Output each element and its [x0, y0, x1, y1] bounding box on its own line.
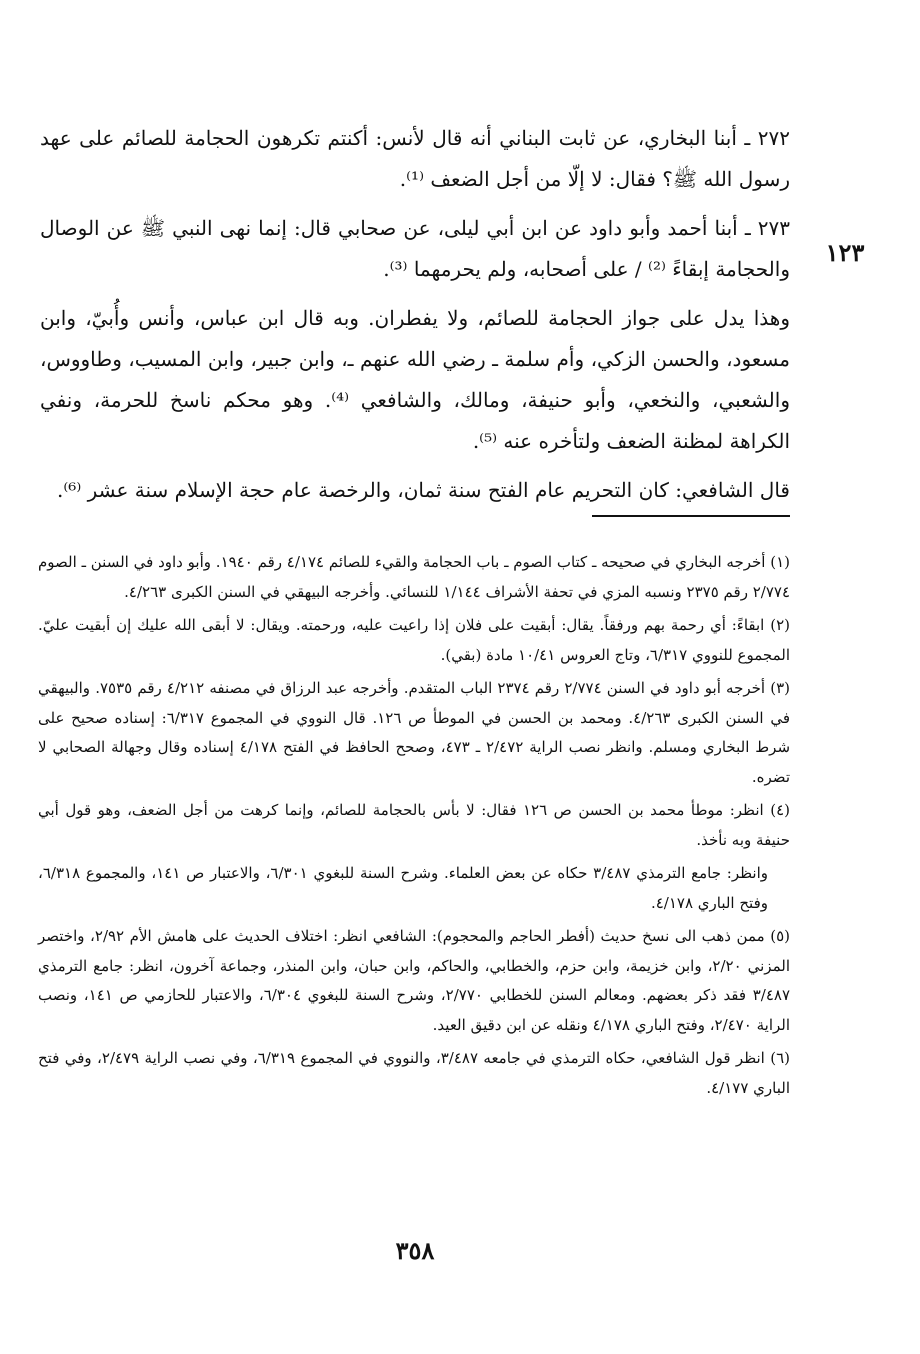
footnote-5: (٥) ممن ذهب الى نسخ حديث (أفطر الحاجم والمحجوم): الشافعي انظر: اختلاف الحديث على هامش الأم ٢/٩٢، واختصر المزني ٢/٢٠، وابن خزيمة، وابن حزم، والخطابي، والحاكم، وابن حبان، وابن المنذر، وجماعة آخرون، انظر: جامع الترمذي ٣/٤٨٧ فقد ذكر بعضهم. ومعالم السنن للخطابي ٢/٧٧٠، وشرح السنة للبغوي ٦/٣٠٤، والاعتبار للحازمي ص ١٤١، ونصب الراية ٢/٤٧٠، وفتح الباري ٤/١٧٨ ونقله عن ابن دقيق العيد. — [38, 927, 790, 1034]
margin-page-reference: ١٢٣ — [825, 238, 865, 267]
hadith-273: ٢٧٣ ـ أبنا أحمد وأبو داود عن ابن أبي ليلى، عن صحابي قال: إنما نهى النبي ﷺ عن الوصال والحجامة إبقاءً ⁽²⁾ / على أصحابه، ولم يحرمهما ⁽³⁾. — [40, 216, 790, 281]
footnote-4: (٤) انظر: موطأ محمد بن الحسن ص ١٢٦ فقال: لا بأس بالحجامة للصائم، وإنما كرهت من أجل الضعف، وهو قول أبي حنيفة وبه نأخذ. — [38, 801, 790, 849]
page-number: ٣٥٨ — [395, 1236, 435, 1265]
footnotes — [38, 548, 790, 1107]
shafii-statement: قال الشافعي: كان التحريم عام الفتح سنة ثمان، والرخصة عام حجة الإسلام سنة عشر ⁽⁶⁾. — [57, 478, 790, 502]
footnote-1: (١) أخرجه البخاري في صحيحه ـ كتاب الصوم ـ باب الحجامة والقيء للصائم ٤/١٧٤ رقم ١٩٤٠. وأبو داود في السنن ـ الصوم ٢/٧٧٤ رقم ٢٣٧٥ ونسبه المزي في تحفة الأشراف ١/١٤٤ للنسائي. وأخرجه البيهقي في السنن الكبرى ٤/٢٦٣. — [38, 553, 791, 601]
main-text — [40, 118, 790, 519]
footnote-3: (٣) أخرجه أبو داود في السنن ٢/٧٧٤ رقم ٢٣٧٤ الباب المتقدم. وأخرجه عبد الرزاق في مصنفه ٤/٢١٢ رقم ٧٥٣٥. والبيهقي في السنن الكبرى ٤/٢٦٣. ومحمد بن الحسن في الموطأ ص ١٢٦. قال النووي في المجموع ٦/٣١٧: إسناده صحيح على شرط البخاري ومسلم. وانظر نصب الراية ٢/٤٧٢ ـ ٤٧٣، وصحح الحافظ في الفتح ٤/١٧٨ إسناده وقال وجهالة الصحابي لا تضره. — [38, 679, 791, 786]
footnote-6: (٦) انظر قول الشافعي، حكاه الترمذي في جامعه ٣/٤٨٧، والنووي في المجموع ٦/٣١٩، وفي نصب الراية ٢/٤٧٩، وفي فتح الباري ٤/١٧٧. — [38, 1049, 790, 1097]
footnote-separator — [592, 515, 790, 517]
footnote-4-continued: وانظر: جامع الترمذي ٣/٤٨٧ حكاه عن بعض العلماء. وشرح السنة للبغوي ٦/٣٠١، والاعتبار ص ١٤١، والمجموع ٦/٣١٨، وفتح الباري ٤/١٧٨. — [38, 864, 768, 912]
footnote-2: (٢) ابقاءً: أي رحمة بهم ورفقاً. يقال: أبقيت على فلان إذا راعيت عليه، ورحمته. ويقال: لا أبقى الله عليك إن أبقيت عليّ. المجموع للنووي ٦/٣١٧، وتاج العروس ١٠/٤١ مادة (بقي). — [38, 616, 790, 664]
hadith-272: ٢٧٢ ـ أبنا البخاري، عن ثابت البناني أنه قال لأنس: أكنتم تكرهون الحجامة للصائم على عهد رسول الله ﷺ؟ فقال: لا إلّا من أجل الضعف ⁽¹⁾. — [40, 126, 790, 191]
commentary-paragraph: وهذا يدل على جواز الحجامة للصائم، ولا يفطران. وبه قال ابن عباس، وأنس وأُبيّ، وابن مسعود، والحسن الزكي، وأم سلمة ـ رضي الله عنهم ـ، وابن جبير، وابن المسيب، وطاووس، والشعبي، والنخعي، وأبو حنيفة، ومالك، والشافعي ⁽⁴⁾. وهو محكم ناسخ للحرمة، ونفي الكراهة لمظنة الضعف ولتأخره عنه ⁽⁵⁾. — [40, 306, 790, 453]
